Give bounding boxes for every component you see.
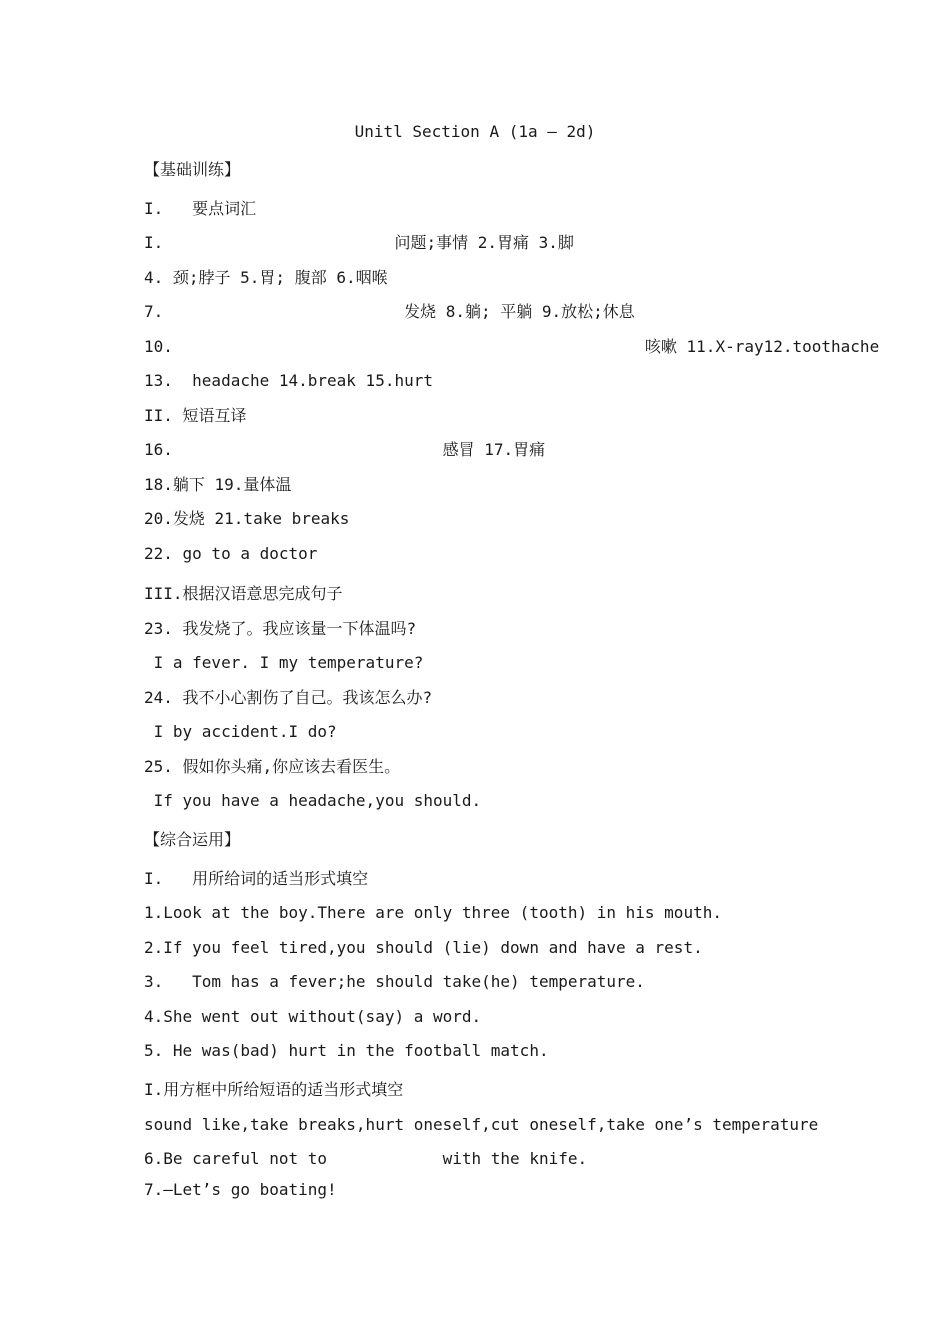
- exercise-5: 5. He was(bad) hurt in the football match.: [144, 1041, 549, 1060]
- section-heading-basic: 【基础训练】: [144, 160, 241, 179]
- page-title: Unitl Section A (1a — 2d): [354, 122, 596, 141]
- phrase-line-22: 22. go to a doctor: [144, 544, 318, 563]
- subsection-sentences: III.根据汉语意思完成句子: [144, 584, 343, 603]
- subsection-phrase-box: I.用方框中所给短语的适当形式填空: [144, 1080, 404, 1099]
- vocab-line-1: I. 问题;事情 2.胃痛 3.脚: [144, 233, 574, 252]
- phrase-line-16: 16. 感冒 17.胃痛: [144, 440, 546, 459]
- sentence-24-chinese: 24. 我不小心割伤了自己。我该怎么办?: [144, 688, 433, 707]
- section-heading-comprehensive: 【综合运用】: [144, 830, 241, 849]
- phrase-line-18: 18.躺下 19.量体温: [144, 475, 292, 494]
- phrase-box-options: sound like,take breaks,hurt oneself,cut oneself,take one’s temperature: [144, 1115, 819, 1134]
- exercise-2: 2.If you feel tired,you should (lie) down and have a rest.: [144, 938, 703, 957]
- subsection-word-forms: I. 用所给词的适当形式填空: [144, 869, 369, 888]
- phrase-line-20: 20.发烧 21.take breaks: [144, 509, 350, 528]
- exercise-4: 4.She went out without(say) a word.: [144, 1007, 482, 1026]
- subsection-vocabulary: I. 要点词汇: [144, 199, 257, 218]
- vocab-line-7: 7. 发烧 8.躺; 平躺 9.放松;休息: [144, 302, 635, 321]
- vocab-line-10: 10. 咳嗽 11.X-ray12.toothache: [144, 337, 880, 356]
- exercise-1: 1.Look at the boy.There are only three (tooth) in his mouth.: [144, 903, 722, 922]
- vocab-line-13: 13. headache 14.break 15.hurt: [144, 371, 433, 390]
- exercise-6: 6.Be careful not to with the knife.: [144, 1149, 588, 1168]
- sentence-25-english: If you have a headache,you should.: [144, 791, 482, 810]
- exercise-3: 3. Tom has a fever;he should take(he) temperature.: [144, 972, 645, 991]
- vocab-line-4: 4. 颈;脖子 5.胃; 腹部 6.咽喉: [144, 268, 388, 287]
- sentence-25-chinese: 25. 假如你头痛,你应该去看医生。: [144, 757, 401, 776]
- sentence-23-english: I a fever. I my temperature?: [144, 653, 424, 672]
- subsection-phrases: II. 短语互译: [144, 406, 247, 425]
- sentence-24-english: I by accident.I do?: [144, 722, 337, 741]
- exercise-7: 7.—Let’s go boating!: [144, 1180, 337, 1199]
- sentence-23-chinese: 23. 我发烧了。我应该量一下体温吗?: [144, 619, 417, 638]
